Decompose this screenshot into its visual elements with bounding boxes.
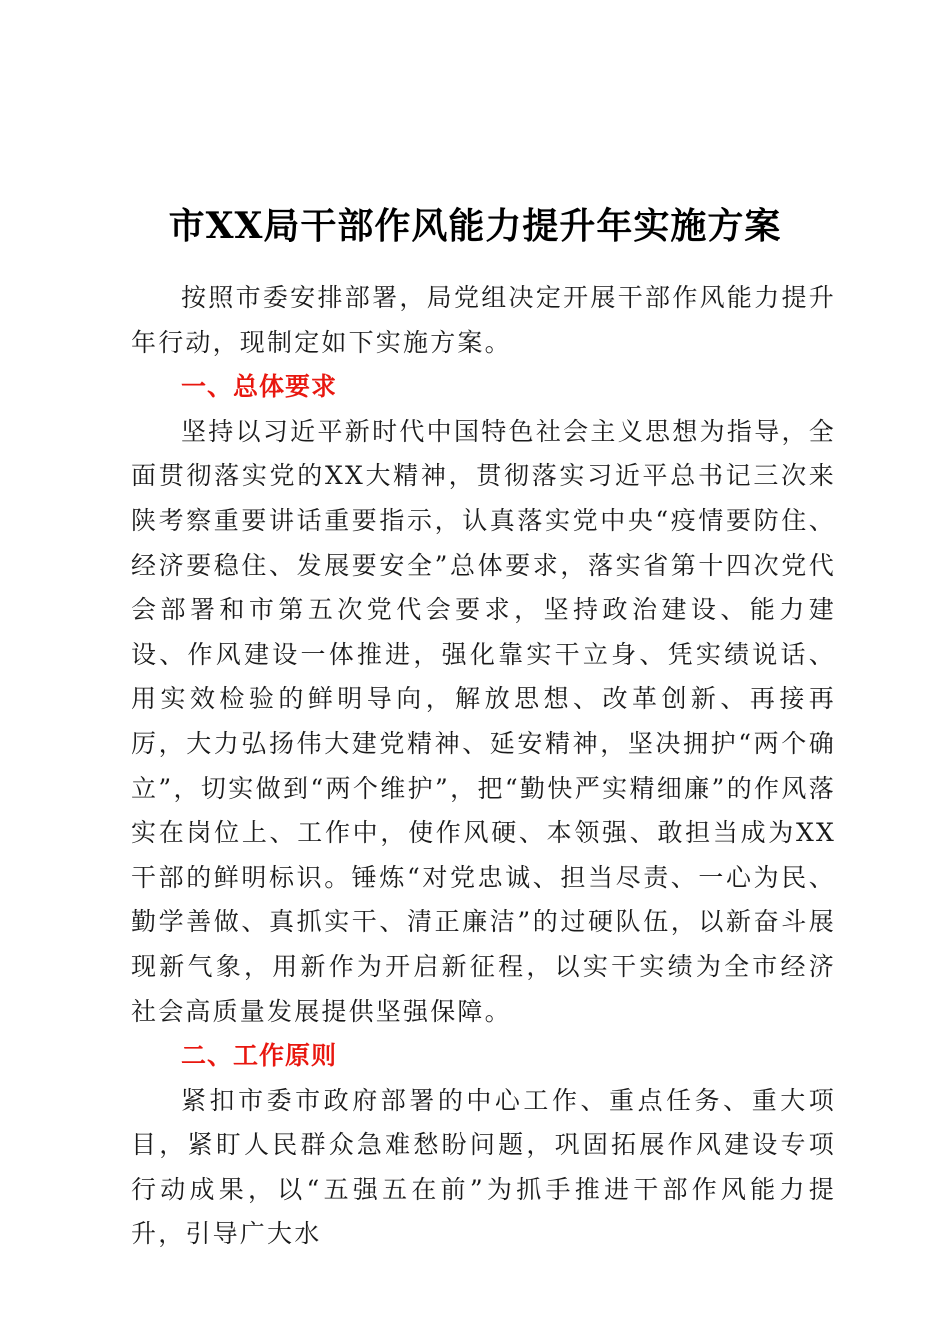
intro-paragraph: 按照市委安排部署，局党组决定开展干部作风能力提升年行动，现制定如下实施方案。	[131, 283, 836, 357]
section-paragraph-work-principles: 紧扣市委市政府部署的中心工作、重点任务、重大项目，紧盯人民群众急难愁盼问题，巩固拓展作风建设专项行动成果，以“五强五在前”为抓手推进干部作风能力提升，引导广大水	[131, 1085, 836, 1249]
document-body	[131, 276, 836, 1257]
section-paragraph-general-requirements: 坚持以习近平新时代中国特色社会主义思想为指导，全面贯彻落实党的XX大精神，贯彻落实习近平总书记三次来陕考察重要讲话重要指示，认真落实党中央“疫情要防住、经济要稳住、发展要安全”总体要求，落实省第十四次党代会部署和市第五次党代会要求，坚持政治建设、能力建设、作风建设一体推进，强化靠实干立身、凭实绩说话、用实效检验的鲜明导向，解放思想、改革创新、再接再厉，大力弘扬伟大建党精神、延安精神，坚决拥护“两个确立”，切实做到“两个维护”，把“勤快严实精细廉”的作风落实在岗位上、工作中，使作风硬、本领强、敢担当成为XX干部的鲜明标识。锤炼“对党忠诚、担当尽责、一心为民、勤学善做、真抓实干、清正廉洁”的过硬队伍，以新奋斗展现新气象，用新作为开启新征程，以实干实绩为全市经济社会高质量发展提供坚强保障。	[131, 416, 836, 1026]
document-title: 市XX局干部作风能力提升年实施方案	[168, 205, 782, 247]
section-heading-work-principles: 二、工作原则	[181, 1041, 338, 1071]
section-heading-general-requirements: 一、总体要求	[181, 372, 338, 402]
